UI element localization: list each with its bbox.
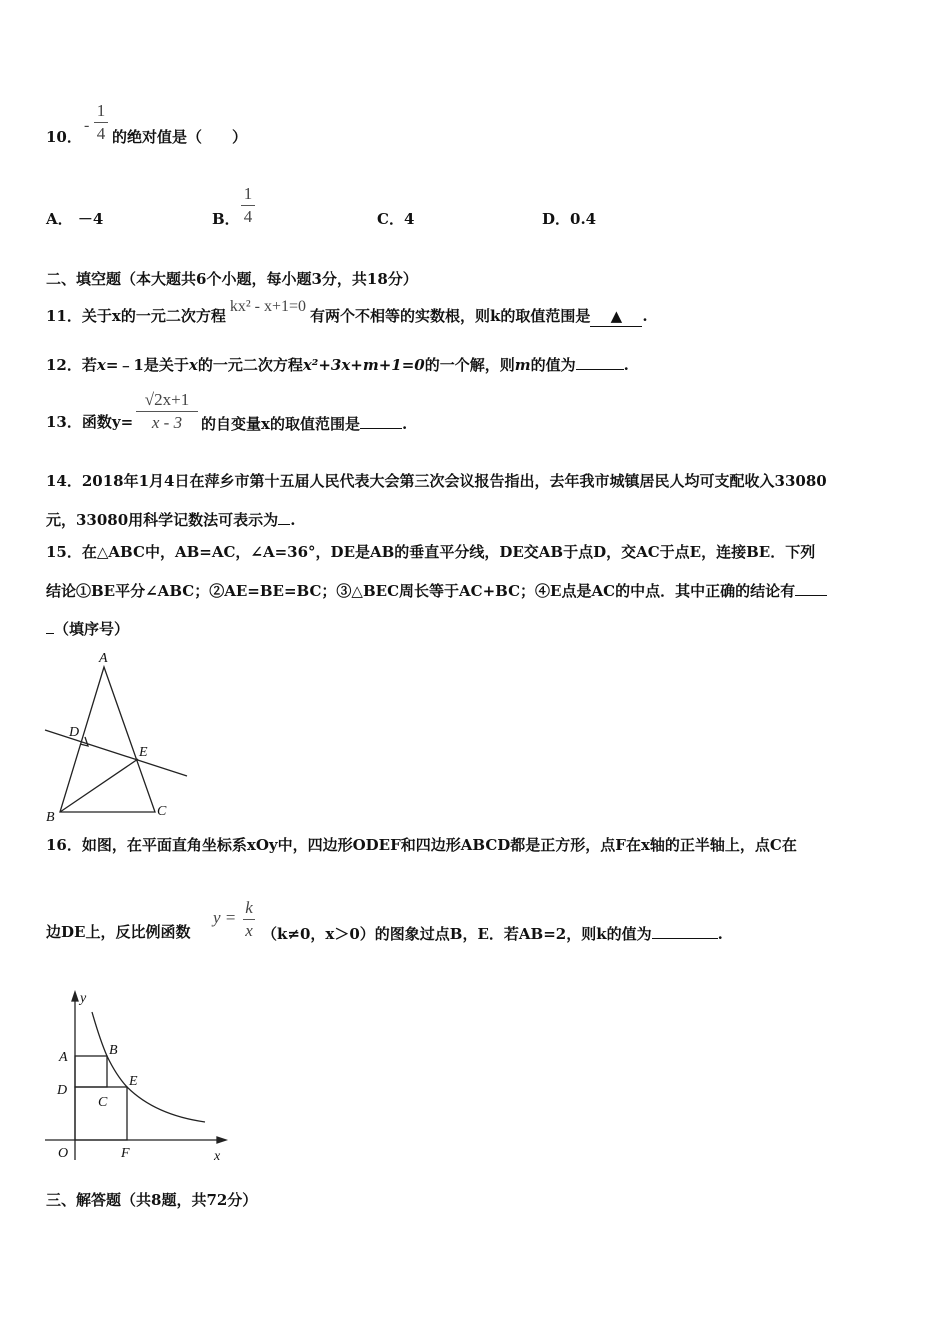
label-d: D — [57, 1083, 68, 1098]
fraction-bar — [241, 205, 255, 206]
q11-equation: kx² - x+1=0 — [229, 298, 306, 315]
q15-text: 在△ABC中，AB=AC，∠A=36°，DE是AB的垂直平分线，DE交AB于点D，交AC于点E，连接BE．下列 — [81, 543, 816, 561]
q12 — [46, 353, 629, 375]
q14-line2 — [46, 508, 295, 530]
q14-answer-blank[interactable] — [278, 508, 290, 525]
option-label: D． — [542, 210, 571, 228]
q13-frac-num: √2x+1 — [144, 390, 190, 409]
option-label: A． — [46, 210, 73, 228]
right-angle-mark — [80, 737, 88, 746]
q13-end: . — [401, 415, 408, 433]
q11 — [46, 298, 648, 327]
q12-number: 12． — [46, 356, 82, 374]
q13-text-post: 的自变量x的取值范围是 — [201, 415, 360, 433]
q11-number: 11． — [46, 307, 82, 325]
q13-frac-den: x - 3 — [151, 413, 183, 432]
option-b-frac-den: 4 — [243, 207, 253, 226]
q13-lead — [46, 412, 133, 432]
square-odef — [75, 1087, 127, 1140]
triangle-abc — [60, 667, 155, 812]
triangle-marker-icon: ▲ — [610, 307, 623, 325]
label-c: C — [98, 1095, 108, 1110]
q11-text-post: 有两个不相等的实数根，则k的取值范围是 — [310, 307, 591, 325]
q12-end: . — [623, 356, 629, 374]
q15-line2 — [46, 579, 827, 601]
q12-var-x: x — [188, 356, 198, 374]
q10-option-b-fraction — [241, 184, 255, 227]
fraction-bar — [136, 411, 198, 412]
q16-frac-num: k — [245, 898, 253, 917]
q10-text: 的绝对值是（ ） — [112, 128, 248, 146]
x-axis-arrow-icon — [217, 1137, 226, 1143]
q13-answer-blank[interactable] — [360, 412, 402, 429]
option-value: 4 — [403, 210, 415, 228]
q10-neg-sign: - — [84, 117, 90, 134]
y-axis-arrow-icon — [72, 992, 78, 1001]
option-label: B． — [212, 210, 240, 228]
q13-text-pre: 函数y= — [81, 413, 134, 431]
q15-line3 — [46, 617, 129, 639]
q14-end: . — [290, 511, 296, 529]
segment-be — [60, 759, 138, 812]
q12-var-m: m — [514, 356, 531, 374]
q14-text: 元，33080用科学记数法可表示为 — [46, 511, 279, 529]
label-a: A — [59, 1050, 68, 1065]
label-x: x — [214, 1149, 221, 1164]
q10-frac-den: 4 — [96, 124, 106, 143]
label-y: y — [80, 991, 87, 1006]
q16-func-y: y = — [213, 908, 237, 927]
option-value: 0.4 — [570, 210, 597, 228]
q12-text: =﹣1是关于 — [105, 356, 189, 374]
q12-equation: x²+3x+m+1=0 — [302, 356, 425, 374]
q12-text: 若 — [81, 356, 97, 374]
label-f: F — [121, 1146, 130, 1161]
q15-answer-blank-cont[interactable] — [46, 617, 54, 634]
q10-fraction — [94, 101, 108, 144]
label-b: B — [109, 1043, 118, 1058]
q13-tail — [201, 412, 407, 434]
q12-answer-blank[interactable] — [576, 353, 624, 370]
option-label: C． — [377, 210, 404, 228]
q16-frac-den: x — [245, 921, 253, 940]
q13-number: 13． — [46, 413, 82, 431]
fraction-bar — [243, 919, 255, 920]
hyperbola-curve — [92, 1012, 205, 1122]
q11-text-pre: 关于x的一元二次方程 — [81, 307, 226, 325]
q15-text: 结论①BE平分∠ABC；②AE=BE=BC；③△BEC周长等于AC+BC；④E点是AC的中点．其中正确的结论有 — [46, 582, 796, 600]
q16-answer-blank[interactable] — [652, 922, 718, 939]
option-value: －4 — [77, 210, 104, 228]
section-3-heading: 三、解答题（共8题，共72分） — [46, 1191, 258, 1209]
q16-end: . — [717, 925, 723, 943]
q16-func-fraction — [243, 898, 255, 941]
option-b-frac-num: 1 — [243, 184, 253, 203]
q10-frac-num: 1 — [96, 101, 106, 120]
q14-text: 2018年1月4日在萍乡市第十五届人民代表大会第三次会议报告指出，去年我市城镇居民人均可支配收入33080 — [81, 472, 827, 490]
q12-text: 的值为 — [530, 356, 576, 374]
label-c: C — [157, 804, 167, 819]
q16-line2-post — [262, 922, 723, 944]
line-de — [45, 730, 187, 776]
q15-text: （填序号） — [54, 620, 130, 638]
q14-number: 14． — [46, 472, 82, 490]
q10-number: 10． — [46, 128, 82, 146]
q11-end: . — [642, 307, 648, 325]
q12-text: 的一元二次方程 — [197, 356, 303, 374]
fraction-bar — [94, 122, 108, 123]
square-abcd — [75, 1056, 107, 1087]
q10-option-c[interactable] — [377, 209, 414, 229]
q15-number: 15． — [46, 543, 82, 561]
q16-line1 — [46, 835, 797, 855]
q15-line1 — [46, 542, 815, 562]
label-b: B — [46, 810, 55, 825]
q15-answer-blank[interactable] — [795, 579, 827, 596]
q16-text: （k≠0，x＞0）的图象过点B，E．若AB=2，则k的值为 — [262, 925, 652, 943]
q16-line2-pre: 边DE上，反比例函数 — [46, 923, 191, 941]
q13-fraction — [136, 390, 198, 433]
q16-text: 如图，在平面直角坐标系xOy中，四边形ODEF和四边形ABCD都是正方形，点F在x轴的正半轴上，点C在 — [81, 836, 797, 854]
q10-option-a[interactable] — [46, 209, 103, 229]
label-a: A — [99, 651, 108, 666]
q14-line1 — [46, 471, 827, 491]
q11-answer-blank[interactable] — [590, 306, 642, 327]
label-o: O — [58, 1146, 69, 1161]
q12-text: 的一个解，则 — [424, 356, 515, 374]
q16-number: 16． — [46, 836, 82, 854]
label-e: E — [129, 1074, 138, 1089]
q10-option-d[interactable] — [542, 209, 596, 229]
section-2-heading: 二、填空题（本大题共6个小题，每小题3分，共18分） — [46, 270, 418, 288]
label-e: E — [139, 745, 148, 760]
q12-var-x: x — [96, 356, 106, 374]
label-d: D — [69, 725, 80, 740]
q10-option-b[interactable] — [212, 209, 240, 229]
